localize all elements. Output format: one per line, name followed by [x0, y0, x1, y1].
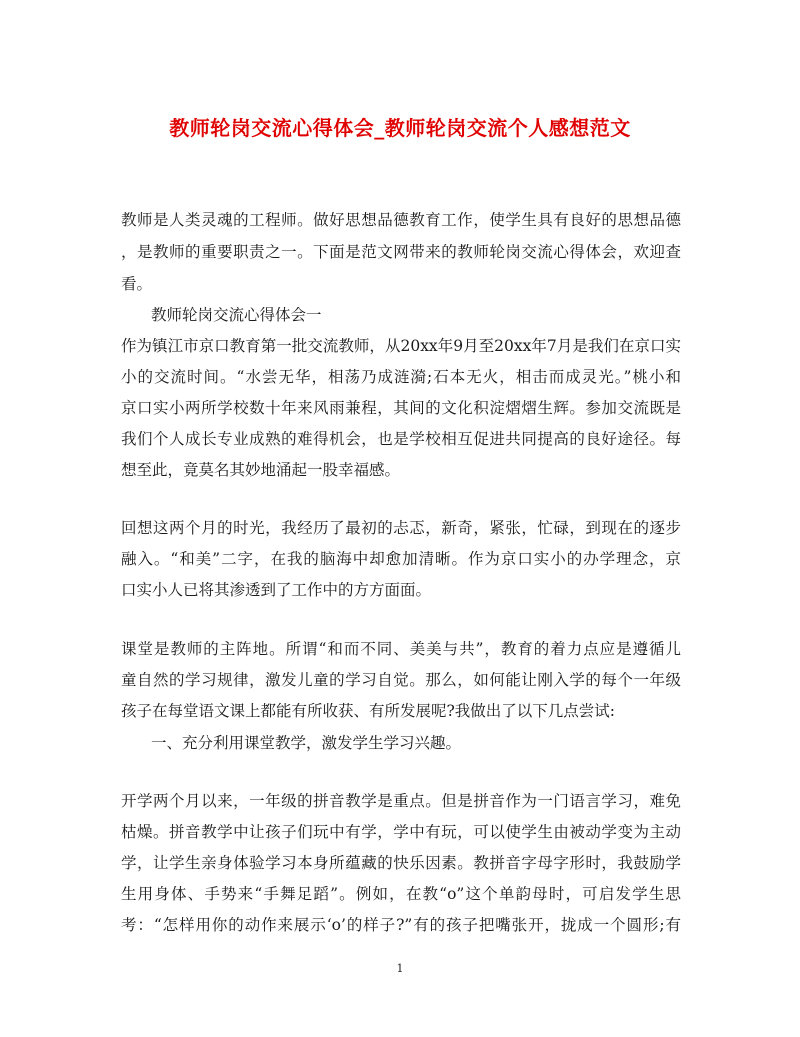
body-line: 课堂是教师的主阵地。所谓“和而不同、美美与共”，教育的着力点应是遵循儿 — [121, 640, 681, 658]
body-line: 京口实小两所学校数十年来风雨兼程，其间的文化积淀熠熠生辉。参加交流既是 — [121, 399, 681, 417]
body-line: 考：“怎样用你的动作来展示‘o’的样子?”有的孩子把嘴张开，拢成一个圆形;有 — [121, 916, 681, 934]
document-title: 教师轮岗交流心得体会_教师轮岗交流个人感想范文 — [169, 116, 631, 140]
body-line: 生用身体、手势来“手舞足蹈”。例如，在教“o”这个单韵母时，可启发学生思 — [121, 885, 681, 903]
body-line: 作为镇江市京口教育第一批交流教师，从20xx年9月至20xx年7月是我们在京口实 — [121, 337, 681, 355]
body-line: 小的交流时间。“水尝无华，相荡乃成涟漪;石本无火，相击而成灵光。”桃小和 — [121, 368, 681, 386]
body-line: 教师是人类灵魂的工程师。做好思想品德教育工作，使学生具有良好的思想品德 — [121, 211, 681, 229]
body-line: 看。 — [121, 275, 153, 293]
body-line: 枯燥。拼音教学中让孩子们玩中有学，学中有玩，可以使学生由被动学变为主动 — [121, 823, 681, 841]
body-line: 开学两个月以来，一年级的拼音教学是重点。但是拼音作为一门语言学习，难免 — [121, 792, 681, 810]
body-line: 口实小人已将其渗透到了工作中的方方面面。 — [121, 581, 432, 599]
body-line: 想至此，竟莫名其妙地涌起一股幸福感。 — [121, 461, 401, 479]
body-line: 学，让学生亲身体验学习本身所蕴藏的快乐因素。教拼音字母字形时，我鼓励学 — [121, 854, 681, 872]
body-line: 融入。“和美”二字，在我的脑海中却愈加清晰。作为京口实小的办学理念，京 — [121, 550, 681, 568]
section-heading: 一、充分利用课堂教学，激发学生学习兴趣。 — [151, 734, 462, 752]
body-line: 我们个人成长专业成熟的难得机会，也是学校相互促进共同提高的良好途径。每 — [121, 430, 681, 448]
body-line: 回想这两个月的时光，我经历了最初的忐忑，新奇，紧张，忙碌，到现在的逐步 — [121, 519, 681, 537]
body-line: ，是教师的重要职责之一。下面是范文网带来的教师轮岗交流心得体会，欢迎查 — [121, 243, 681, 261]
section-heading: 教师轮岗交流心得体会一 — [151, 306, 322, 324]
body-line: 孩子在每堂语文课上都能有所收获、有所发展呢?我做出了以下几点尝试: — [121, 702, 616, 720]
body-line: 童自然的学习规律，激发儿童的学习自觉。那么，如何能让刚入学的每个一年级 — [121, 671, 681, 689]
page-number: 1 — [396, 962, 404, 975]
